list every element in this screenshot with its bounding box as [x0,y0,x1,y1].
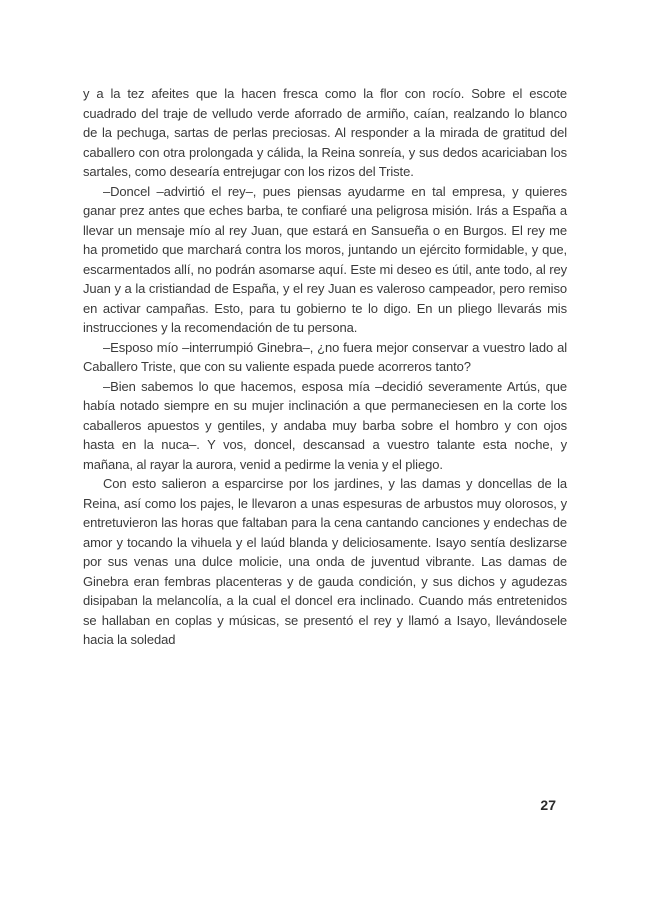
paragraph: –Esposo mío –interrumpió Ginebra–, ¿no fuera mejor conservar a vuestro lado al Caballero Triste, que con su valiente espada puede acorreros tanto? [83,339,567,374]
paragraph: –Doncel –advirtió el rey–, pues piensas ayudarme en tal empresa, y quieres ganar prez antes que eches barba, te confiaré una peligrosa misión. Irás a España a llevar un mensaje mío al rey Juan, que estará en Sansueña o en Burgos. El rey me ha prometido que marchará contra los moros, juntando un ejército formidable, y que, escarmentados allí, no podrán asomarse aquí. Este mi deseo es útil, ante todo, al rey Juan y a la cristiandad de España, y el rey Juan es valeroso campeador, pero remiso en activar campañas. Esto, para tu gobierno te lo digo. En un pliego llevarás mis instrucciones y la recomendación de tu persona. [83,183,567,335]
paragraph: –Bien sabemos lo que hacemos, esposa mía –decidió severamente Artús, que había notado siempre en su mujer inclinación a que permaneciesen en la corte los caballeros apuestos y gentiles, y andaba muy barba sobre el hombro y con ojos hasta en la nuca–. Y vos, doncel, descansad a vuestro talante esta noche, y mañana, al rayar la aurora, venid a pedirme la venia y el pliego. [83,378,567,472]
page-number: 27 [540,797,556,813]
paragraph: Con esto salieron a esparcirse por los jardines, y las damas y doncellas de la Reina, así como los pajes, le llevaron a unas espesuras de arbustos muy olorosos, y entretuvieron las horas que faltaban para la cena cantando canciones y endechas de amor y tocando la vihuela y el laúd blanda y deliciosamente. Isayo sentía deslizarse por sus venas una dulce molicie, una onda de juventud vibrante. Las damas de Ginebra eran fembras placenteras y de gauda condición, y sus dichos y agudezas disipaban la melancolía, a la cual el doncel era inclinado. Cuando más entretenidos se hallaban en coplas y músicas, se presentó el rey y llamó a Isayo, llevándosele hacia la soledad [83,476,567,647]
body-text-block [83,84,567,650]
paragraph: y a la tez afeites que la hacen fresca como la flor con rocío. Sobre el escote cuadrado del traje de velludo verde aforrado de armiño, caían, realzando lo blanco de la pechuga, sartas de perlas preciosas. Al responder a la mirada de gratitud del caballero con otra prolongada y cálida, la Reina sonreía, y sus dedos acariciaban los sartales, como desearía entrejugar con los rizos del Triste. [83,86,567,179]
